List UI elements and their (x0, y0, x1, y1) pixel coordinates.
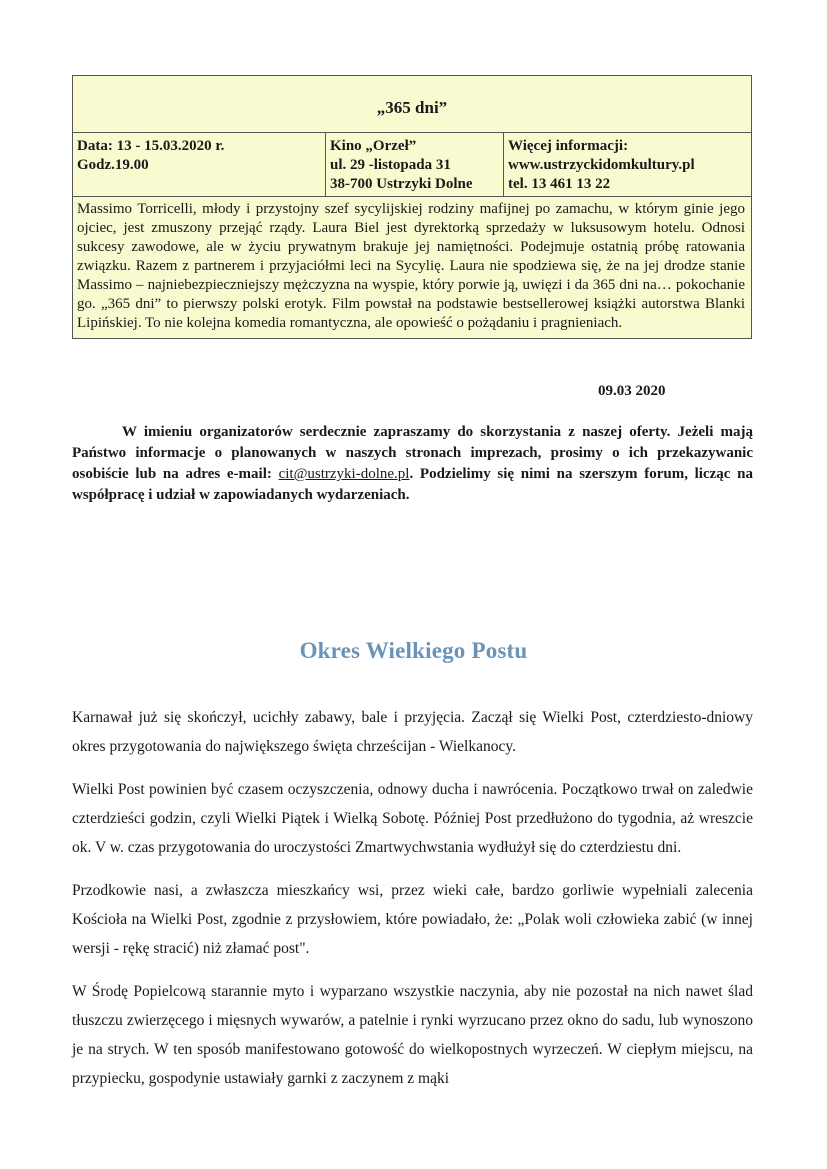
invite-text-before: W imieniu organizatorów serdecznie zapraszamy do skorzystania z naszej oferty. Jeżeli mają Państwo informacje o planowanych w naszych stronach imprezach, prosimy o ich przekazywanic osobiście lub na adres e-mail: (72, 424, 753, 482)
event-box (72, 75, 752, 339)
event-info-row (73, 133, 751, 197)
event-title: „365 dni” (73, 76, 751, 133)
event-venue-cell (326, 133, 504, 196)
article-paragraph: Przodkowie nasi, a zwłaszcza mieszkańcy wsi, przez wieki całe, bardzo gorliwie wypełniali zalecenia Kościoła na Wielki Post, zgodnie z przysłowiem, które powiadało, że: „Polak woli człowieka zabić (w innej wersji - rękę stracić) niż złamać post". (72, 882, 753, 957)
invitation-paragraph (72, 422, 753, 506)
venue-name: Kino „Orzeł” (330, 138, 417, 154)
venue-street: ul. 29 -listopada 31 (330, 157, 451, 173)
article-paragraph: Wielki Post powinien być czasem oczyszczenia, odnowy ducha i nawrócenia. Początkowo trwał on zaledwie czterdzieści godzin, czyli Wielki Piątek i Wielką Sobotę. Później Post przedłużono do tygodnia, aż wreszcie ok. V w. czas przygotowania do uroczystości Zmartwychwstania wydłużył się do czterdziestu dni. (72, 781, 753, 856)
event-date: Data: 13 - 15.03.2020 r. (77, 138, 225, 154)
article-body (72, 703, 753, 1107)
event-time: Godz.19.00 (77, 157, 149, 173)
info-label: Więcej informacji: (508, 138, 629, 154)
info-website: www.ustrzyckidomkultury.pl (508, 157, 695, 173)
article-paragraph: Karnawał już się skończył, ucichły zabawy, bale i przyjęcia. Zaczął się Wielki Post, czterdziesto-dniowy okres przygotowania do największego święta chrześcijan - Wielkanocy. (72, 709, 753, 755)
event-info-cell (504, 133, 751, 196)
event-description: Massimo Torricelli, młody i przystojny szef sycylijskiej rodziny mafijnej po zamachu, w którym ginie jego ojciec, jest zmuszony przejąć rządy. Laura Biel jest dyrektorką sprzedaży w luksusowym hotelu. Odnosi sukcesy zawodowe, ale w życiu prywatnym brakuje jej namiętności. Podejmuje ostatnią próbę ratowania związku. Razem z partnerem i przyjaciółmi leci na Sycylię. Laura nie spodziewa się, że na jej drodze stanie Massimo – najniebezpieczniejszy mężczyzna na wyspie, który porwie ją, uwięzi i da 365 dni na… pokochanie go. „365 dni” to pierwszy polski erotyk. Film powstał na podstawie bestsellerowej książki autorstwa Blanki Lipińskiej. To nie kolejna komedia romantyczna, ale opowieść o pożądaniu i pragnieniach. (77, 201, 745, 331)
venue-city: 38-700 Ustrzyki Dolne (330, 176, 473, 192)
publication-date: 09.03 2020 (598, 383, 666, 399)
email-link[interactable]: cit@ustrzyki-dolne.pl (278, 466, 410, 482)
section-title: Okres Wielkiego Postu (299, 638, 528, 663)
invite-text-after: . Podzielimy się nimi na szerszym forum, licząc na współpracę i udział w zapowiadanych wydarzeniach. (72, 466, 753, 503)
event-date-cell (73, 133, 326, 196)
info-phone: tel. 13 461 13 22 (508, 176, 611, 192)
article-paragraph: W Środę Popielcową starannie myto i wyparzano wszystkie naczynia, aby nie pozostał na nich nawet ślad tłuszczu zwierzęcego i mięsnych wywarów, a patelnie i rynki wyrzucano przez okno do sadu, lub wynoszono je na strych. W ten sposób manifestowano gotowość do wielkopostnych wyrzeczeń. W ciepłym miejscu, na przypiecku, gospodynie ustawiały garnki z zaczynem z mąki (72, 983, 753, 1087)
